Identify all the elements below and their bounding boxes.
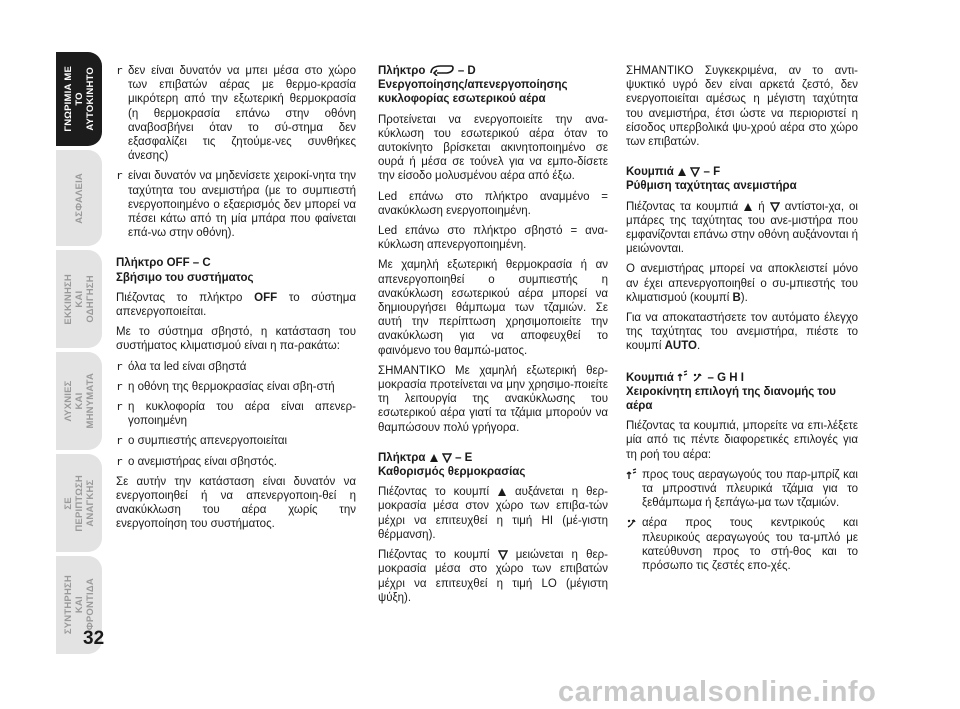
tab-getting-to-know[interactable] <box>56 52 102 146</box>
tab-lights-messages[interactable] <box>56 352 102 450</box>
paragraph: Προτείνεται να ενεργοποιείτε την ανα-κύκλωση του εσωτερικού αέρα όταν το αυτοκίνητο βρίσκεται ακινητοποιημένο σε ουρά ή μέσα σε τούνελ για να εμπο-δίσετε την είσοδο μολυσμένου αέρα από έξω. <box>378 113 608 183</box>
paragraph: Για να αποκαταστήσετε τον αυτόματο έλεγχο της ταχύτητας του ανεμιστήρα, πιέστε το κουμπί AUTO. <box>626 312 858 353</box>
paragraph: Led επάνω στο πλήκτρο αναμμένο = ανακύκλωση ενεργοποιημένη. <box>378 190 608 217</box>
section-heading: Κουμπιά – G H I Χειροκίνητη επιλογή της διανομής του αέρα <box>626 371 836 413</box>
dash-marker: r <box>116 379 123 393</box>
section-heading: Κουμπιά – F Ρύθμιση ταχύτητας ανεμιστήρα <box>626 166 797 193</box>
list-item: r ο συμπιεστής απενεργοποιείται <box>116 434 288 448</box>
list-item: r η οθόνη της θερμοκρασίας είναι σβη-στή <box>116 379 335 393</box>
paragraph: Πιέζοντας τα κουμπιά, μπορείτε να επι-λέξετε μία από τις πέντε διαφορετικές επιλογές για τη ροή του αέρα: <box>626 420 858 461</box>
list-item: r ο ανεμιστήρας είναι σβηστός. <box>116 454 277 468</box>
recirculation-icon <box>429 64 455 76</box>
column-2 <box>378 64 608 611</box>
triangle-up-icon <box>429 453 439 463</box>
tab-label: ΕΚΚΙΝΗΣΗ ΚΑΙ ΟΔΗΓΗΣΗ <box>62 273 96 325</box>
paragraph: Σε αυτήν την κατάσταση είναι δυνατόν να ενεργοποιηθεί ή να απενεργοποιη-θεί η ανακύκλωση του αέρα χωρίς την ενεργοποίηση του συστήματος. <box>116 475 356 531</box>
paragraph: Με το σύστημα σβηστό, η κατάσταση του συστήματος κλιματισμού είναι η πα-ρακάτω: <box>116 326 356 353</box>
page-number: 32 <box>83 628 105 649</box>
tab-starting-driving[interactable] <box>56 250 102 348</box>
triangle-up-icon <box>677 167 687 177</box>
list-item: προς τους αεραγωγούς του παρ-μπρίζ και τα μπροστινά πλευρικά τζάμια για το ξεθάμπωμα ή ξεπάγω-μα των τζαμιών. <box>626 468 858 511</box>
air-dashboard-icon <box>692 370 704 383</box>
tab-safety[interactable] <box>56 150 102 246</box>
paragraph: Με χαμηλή εξωτερική θερμοκρασία ή αν απενεργοποιηθεί ο συμπιεστής η ανακύκλωση εσωτερικού αέρα μπορεί να δημιουργήσει θάμπωμα των τζαμιών. Σε αυτή την περίπτωση χρησιμοποιείτε την ανακύκλωση για να αποφευχθεί το φαινόμενο του θαμπώ-ματος. <box>378 259 608 357</box>
paragraph: Πιέζοντας τα κουμπιά ή αντίστοι-χα, οι μπάρες της ταχύτητας του ανε-μιστήρα που εμφανίζονται επάνω στην οθόνη αυξάνονται ή μειώνονται. <box>626 200 858 256</box>
tab-emergency[interactable] <box>56 454 102 552</box>
paragraph: Ο ανεμιστήρας μπορεί να αποκλειστεί μόνο αν έχει απενεργοποιηθεί ο συ-μπιεστής του κλιματισμού (κουμπί B). <box>626 263 858 304</box>
paragraph: Πιέζοντας το κουμπί μειώνεται η θερ-μοκρασία μέσα στο χώρο των επιβατών μέχρι να επιτευχθεί η τιμή LO (μέγιστη ψύξη). <box>378 549 608 604</box>
section-heading: Πλήκτρο OFF – C Σβήσιμο του συστήματος <box>116 257 254 284</box>
dash-marker: r <box>116 64 123 77</box>
tab-label: ΛΥΧΝΙΕΣ ΚΑΙ ΜΗΝΥΜΑΤΑ <box>62 373 96 429</box>
dash-marker: r <box>116 400 123 414</box>
triangle-down-icon <box>690 167 700 177</box>
triangle-up-icon <box>497 487 507 497</box>
section-heading: Πλήκτρο – D Ενεργοποίησης/απενεργοποίησης κυκλοφορίας εσωτερικού αέρα <box>378 65 568 106</box>
triangle-up-icon <box>743 202 753 212</box>
column-1 <box>116 64 356 538</box>
list-item: αέρα προς τους κεντρικούς και πλευρικούς αεραγωγούς του τα-μπλό με κατεύθυνση προς το στή-θος και το πρόσωπο τις ζεστές επο-χές. <box>626 516 858 573</box>
dash-marker: r <box>116 434 123 448</box>
list-item: r η κυκλοφορία του αέρα είναι απενερ-γοποιημένη <box>116 400 356 428</box>
tab-label: ΣΕ ΠΕΡΙΠΤΩΣΗ ΑΝΑΓΚΗΣ <box>62 474 96 532</box>
column-3 <box>626 64 858 579</box>
paragraph: Led επάνω στο πλήκτρο σβηστό = ανα-κύκλωση απενεργοποιημένη. <box>378 225 608 252</box>
dash-marker: r <box>116 169 123 183</box>
list-item: r είναι δυνατόν να μηδενίσετε χειροκί-νητα την ταχύτητα του ανεμιστήρα (με το συμπιεστή ενεργοποιημένο ο εξαερισμός δεν μπορεί να πέσει κάτω από τη μία μπάρα που φαίνεται επά-νω στην οθόνη). <box>116 169 356 240</box>
triangle-down-icon <box>498 550 508 560</box>
paragraph: Πιέζοντας το πλήκτρο OFF το σύστημα απενεργοποιείται. <box>116 291 356 319</box>
triangle-down-icon <box>442 453 452 463</box>
paragraph: Πιέζοντας το κουμπί αυξάνεται η θερ-μοκρασία μέσα στον χώρο των επιβα-τών μέχρι να επιτευχθεί η τιμή HI (μέ-γιστη θέρμανση). <box>378 486 608 541</box>
air-windshield-icon <box>677 370 689 383</box>
air-windshield-icon <box>626 468 638 481</box>
list-item: r όλα τα led είναι σβηστά <box>116 359 247 373</box>
triangle-down-icon <box>770 202 780 212</box>
paragraph: ΣΗΜΑΝΤΙΚΟ Με χαμηλή εξωτερική θερ-μοκρασία προτείνεται να μην χρησιμο-ποιείτε τη λειτουργία της ανακύκλωσης του εσωτερικού αέρα γιατί τα τζάμια μπορούν να θαμπώσουν πολύ γρήγορα. <box>378 364 608 434</box>
tab-label: ΓΝΩΡΙΜΙΑ ΜΕ ΤΟ ΑΥΤΟΚΙΝΗΤΟ <box>62 66 96 132</box>
section-heading: Πλήκτρα – E Καθορισμός θερμοκρασίας <box>378 451 526 479</box>
dash-marker: r <box>116 359 123 373</box>
paragraph: ΣΗΜΑΝΤΙΚΟ Συγκεκριμένα, αν το αντι-ψυκτικό υγρό δεν είναι αρκετά ζεστό, δεν ενεργοποιείται αμέσως η μέγιστη ταχύτητα του ανεμιστήρα, έτσι ώστε να περιοριστεί η είσοδος υπερβολικά ψυ-χρού αέρα στο χώρο των επιβατών. <box>626 65 858 149</box>
dash-marker: r <box>116 454 123 468</box>
tab-label: ΣΥΝΤΗΡΗΣΗ ΚΑΙ ΦΡΟΝΤΙΔΑ <box>62 575 96 635</box>
watermark: carmanualsonline.info <box>558 676 877 708</box>
air-dashboard-icon <box>626 516 638 529</box>
tab-label: ΑΣΦΑΛΕΙΑ <box>73 172 85 224</box>
list-item: r δεν είναι δυνατόν να μπει μέσα στο χώρο των επιβατών αέρας με θερμο-κρασία μικρότερη από την εξωτερική θερμοκρασία (η θερμοκρασία επάνω στην οθόνη αναβοσβήνει όταν το σύ-στημα δεν εξασφαλίζει τις ζητούμε-νες συνθήκες άνεσης) <box>116 64 356 163</box>
